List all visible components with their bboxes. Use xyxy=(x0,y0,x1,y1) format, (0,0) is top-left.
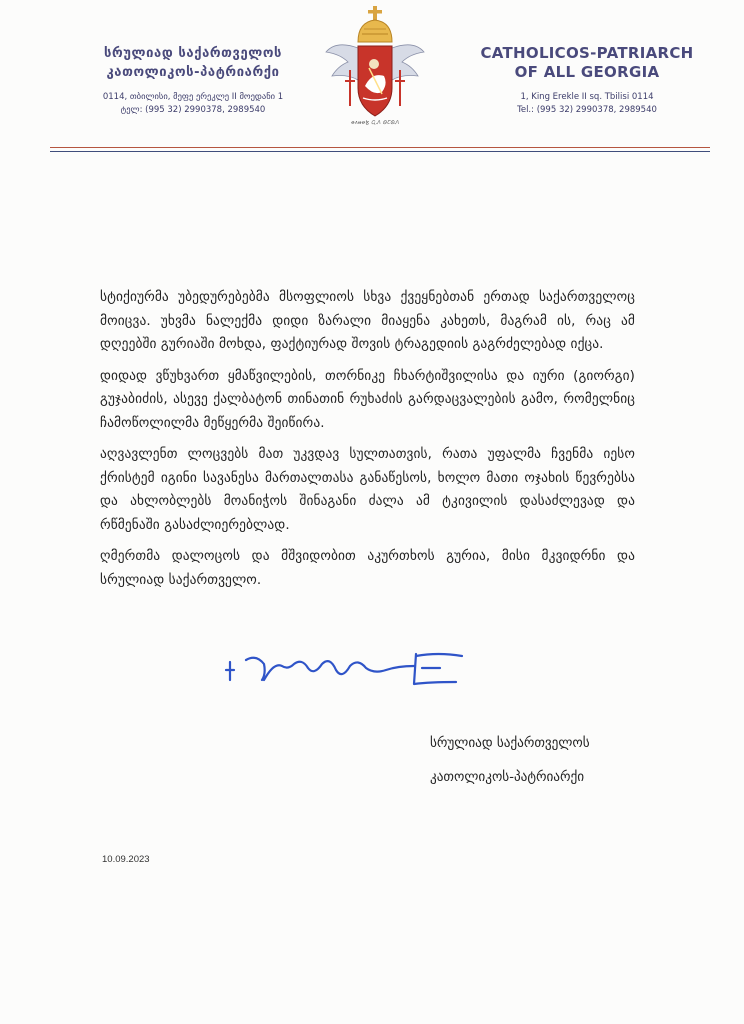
emblem-rider-head xyxy=(369,59,379,69)
emblem-left-wing xyxy=(326,45,358,80)
address-ka: 0114, თბილისი, მეფე ერეკლე II მოედანი 1 xyxy=(102,92,284,102)
org-name-ka-line1: სრულიად საქართველოს xyxy=(103,46,283,61)
org-name-en-line2: OF ALL GEORGIA xyxy=(514,63,660,81)
address-en: 1, King Erekle II sq. Tbilisi 0114 xyxy=(520,92,654,102)
header-divider-blue xyxy=(50,151,710,152)
paragraph-1: სტიქიურმა უბედურებებმა მსოფლიოს სხვა ქვეყნებთან ერთად საქართველოც მოიცვა. უხვმა ნალექმა დიდი ზარალი მიაყენა კახეთს, მაგრამ ის, რაც ამ დღეებში გურიაში მოხდა, ფაქტიურად შოვის ტრაგედიის გაგრძელებად იქცა. xyxy=(100,290,635,352)
header-georgian xyxy=(58,44,328,117)
header-english xyxy=(468,44,706,117)
phone-ka: ტელ: (995 32) 2990378, 2989540 xyxy=(120,105,266,115)
org-name-ka-line2: კათოლიკოს-პატრიარქი xyxy=(106,65,280,80)
letter-body xyxy=(100,286,635,600)
phone-en: Tel.: (995 32) 2990378, 2989540 xyxy=(517,105,657,115)
org-name-en-line1: CATHOLICOS-PATRIARCH xyxy=(480,44,694,62)
emblem-mitre xyxy=(358,20,392,42)
emblem-motto: ꝋʌʉꝋꜩ ᏩᏁ ᏫꞆᏫᏁ xyxy=(351,120,399,126)
patriarchate-emblem xyxy=(322,4,428,128)
paragraph-4: ღმერთმა დალოცოს და მშვიდობით აკურთხოს გურია, მისი მკვიდრნი და სრულიად საქართველო. xyxy=(100,549,635,588)
paragraph-3: აღვავლენთ ლოცვებს მათ უკვდავ სულთათვის, რათა უფალმა ჩვენმა იესო ქრისტემ იგინი სავანესა მართალთასა განაწესოს, ხოლო მათი ოჯახის წევრებსა და ახლობლებს მოანიჭოს შინაგანი ძალა ამ ტკივილის დასაძლევად და რწმენაში გასაძლიერებლად. xyxy=(100,447,635,533)
letter-date: 10.09.2023 xyxy=(102,854,150,865)
closing-title-line2: კათოლიკოს-პატრიარქი xyxy=(430,770,585,785)
closing-title-line1: სრულიად საქართველოს xyxy=(430,736,590,751)
paragraph-2: დიდად ვწუხვართ ყმაწვილების, თორნიკე ჩხარტიშვილისა და იური (გიორგი) გუჯაბიძის, ასევე ქალბატონ თინათინ რუხაძის გარდაცვალების გამო, რომელნიც ჩამოწოლილმა მეწყერმა შეიწირა. xyxy=(100,368,635,431)
emblem-right-wing xyxy=(392,45,424,80)
header-divider-red xyxy=(50,147,710,148)
emblem-graphic xyxy=(322,4,428,128)
emblem-cross-horizontal xyxy=(368,10,382,14)
handwritten-signature xyxy=(218,640,468,696)
